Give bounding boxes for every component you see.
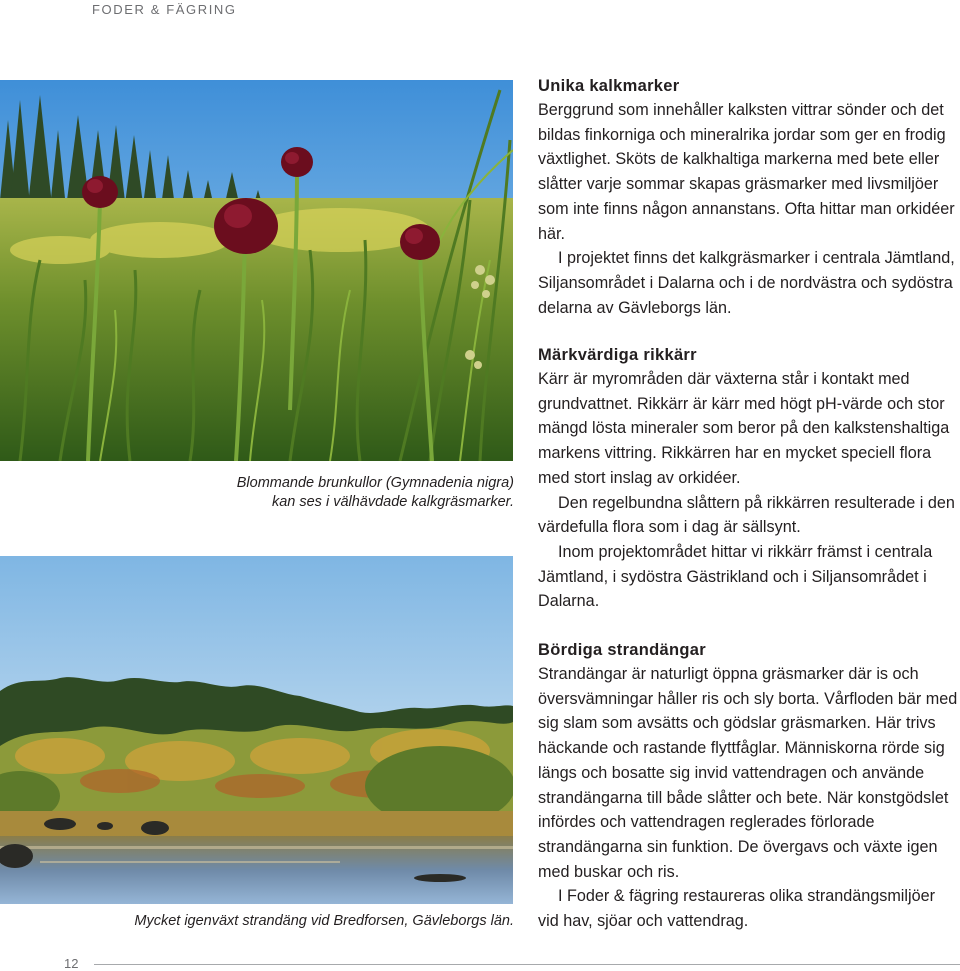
section-bordiga-strandangar	[538, 638, 958, 934]
section-paragraph: Strandängar är naturligt öppna gräsmarker där is och översvämningar håller ris och sly borta. Vårfloden bär med sig slam som avsätts och gödslar gräsmarken. Här trivs häckande och rastande flyttfåglar. Människorna rörde sig längs och bosatte sig invid vattendragen och använde strandängarna till både slåtter och bete. När konstgödslet infördes och vattendragen reglerades förlorade strandängarna sin funktion. De övergavs och växte igen med buskar och ris.	[538, 665, 958, 881]
section-paragraph: I Foder & fägring restaureras olika strandängsmiljöer vid hav, sjöar och vattendrag.	[538, 887, 935, 931]
section-paragraph: I projektet finns det kalkgräsmarker i centrala Jämtland, Siljansområdet i Dalarna och i de nordvästra och sydöstra delarna av Gävleborgs län.	[538, 249, 955, 317]
footer-divider	[94, 964, 960, 965]
shore-meadow-photo	[0, 556, 513, 904]
section-paragraph: Berggrund som innehåller kalksten vittrar sönder och det bildas finkorniga och mineralrika jordar som ger en frodig växtlighet. Sköts de kalkhaltiga markerna med bete eller slåtter varje sommar skapas gräsmarker med livsmiljöer som inte finns någon annanstans. Ofta hittar man orkidéer här.	[538, 101, 955, 243]
section-heading: Märkvärdiga rikkärr	[538, 346, 697, 364]
section-paragraph: Den regelbundna slåttern på rikkärren resulterade i den värdefulla flora som i dag är sällsynt.	[538, 493, 955, 537]
orchid-photo-caption: Blommande brunkullor (Gymnadenia nigra) kan ses i välhävdade kalkgräsmarker.	[236, 475, 514, 510]
section-heading: Bördiga strandängar	[538, 641, 706, 659]
running-header: FODER & FÄGRING	[92, 2, 237, 17]
section-unika-kalkmarker	[538, 74, 958, 320]
section-heading: Unika kalkmarker	[538, 77, 680, 95]
orchid-meadow-photo	[0, 80, 513, 461]
page-number: 12	[64, 956, 79, 971]
section-markvardiga-rikkarr	[538, 343, 958, 614]
shore-photo-caption: Mycket igenväxt strandäng vid Bredforsen, Gävleborgs län.	[134, 913, 514, 929]
section-paragraph: Kärr är myrområden där växterna står i kontakt med grundvattnet. Rikkärr är kärr med högt pH-värde och stor mängd lösta mineraler som beror på den kalkstenshaltiga markens vittring. Rikkärren har en mycket speciell flora med stort inslag av orkidéer.	[538, 370, 950, 487]
section-paragraph: Inom projektområdet hittar vi rikkärr främst i centrala Jämtland, i sydöstra Gästrikland och i Siljansområdet i Dalarna.	[538, 542, 933, 611]
